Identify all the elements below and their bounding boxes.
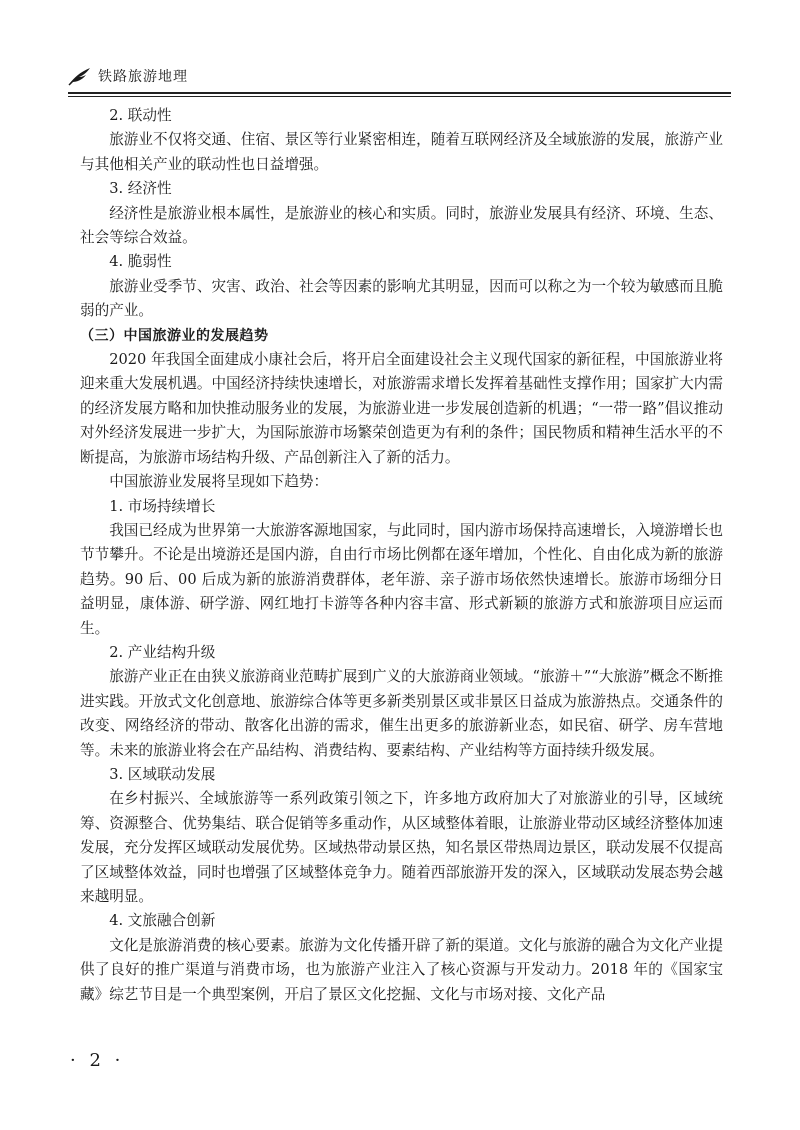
section-heading: （三）中国旅游业的发展趋势 <box>80 327 269 344</box>
page-body <box>80 104 723 1007</box>
paragraph: 中国旅游业发展将呈现如下趋势： <box>109 473 329 491</box>
paragraph: 2020 年我国全面建成小康社会后，将开启全面建设社会主义现代国家的新征程，中国旅游业将迎来重大发展机遇。中国经济持续快速增长，对旅游需求增长发挥着基础性支撑作用；国家扩大内需的经济发展方略和加快推动服务业的发展，为旅游业进一步发展创造新的机遇；“一带一路”倡议推动对外经济发展进一步扩大，为国际旅游市场繁荣创造更为有利的条件；国民物质和精神生活水平的不断提高，为旅游市场结构升级、产品创新注入了新的活力。 <box>80 351 723 466</box>
subheading: 4. 脆弱性 <box>109 253 172 271</box>
header-rule-thin <box>68 96 731 97</box>
subheading: 1. 市场持续增长 <box>109 497 216 515</box>
header-title: 铁路旅游地理 <box>98 69 188 85</box>
paragraph: 在乡村振兴、全域旅游等一系列政策引领之下，许多地方政府加大了对旅游业的引导，区域统筹、资源整合、优势集结、联合促销等多重动作，从区域整体着眼，让旅游业带动区域经济整体加速发展，充分发挥区域联动发展优势。区域热带动景区热，知名景区带热周边景区，联动发展不仅提高了区域整体效益，同时也增强了区域整体竞争力。随着西部旅游开发的深入，区域联动发展态势会越来越明显。 <box>80 790 723 905</box>
paragraph: 旅游业不仅将交通、住宿、景区等行业紧密相连，随着互联网经济及全域旅游的发展，旅游产业与其他相关产业的联动性也日益增强。 <box>80 131 723 173</box>
subheading: 2. 产业结构升级 <box>109 643 216 661</box>
subheading: 3. 经济性 <box>109 180 172 198</box>
paragraph: 文化是旅游消费的核心要素。旅游为文化传播开辟了新的渠道。文化与旅游的融合为文化产业提供了良好的推广渠道与消费市场，也为旅游产业注入了核心资源与开发动力。2018 年的《国家宝藏》综艺节目是一个典型案例，开启了景区文化挖掘、文化与市场对接、文化产品 <box>80 936 723 1003</box>
feather-logo-icon <box>68 66 92 86</box>
subheading: 2. 联动性 <box>109 107 172 124</box>
paragraph: 我国已经成为世界第一大旅游客源地国家，与此同时，国内游市场保持高速增长，入境游增长也节节攀升。不论是出境游还是国内游，自由行市场比例都在逐年增加，个性化、自由化成为新的旅游趋势。90 后、00 后成为新的旅游消费群体，老年游、亲子游市场依然快速增长。旅游市场细分日益明显，康体游、研学游、网红地打卡游等各种内容丰富、形式新颖的旅游方式和旅游项目应运而生。 <box>80 521 723 637</box>
running-header <box>68 62 731 90</box>
header-rule-thick <box>68 92 731 94</box>
paragraph: 旅游业受季节、灾害、政治、社会等因素的影响尤其明显，因而可以称之为一个较为敏感而且脆弱的产业。 <box>80 277 723 320</box>
page-number: · 2 · <box>70 1050 125 1071</box>
paragraph: 旅游产业正在由狭义旅游商业范畴扩展到广义的大旅游商业领域。“旅游＋”“大旅游”概念不断推进实践。开放式文化创意地、旅游综合体等更多新类别景区或非景区日益成为旅游热点。交通条件的改变、网络经济的带动、散客化出游的需求，催生出更多的旅游新业态，如民宿、研学、房车营地等。未来的旅游业将会在产品结构、消费结构、要素结构、产业结构等方面持续升级发展。 <box>80 668 723 759</box>
paragraph: 经济性是旅游业根本属性，是旅游业的核心和实质。同时，旅游业发展具有经济、环境、生态、社会等综合效益。 <box>80 204 723 247</box>
subheading: 4. 文旅融合创新 <box>109 912 216 930</box>
subheading: 3. 区域联动发展 <box>109 765 216 783</box>
